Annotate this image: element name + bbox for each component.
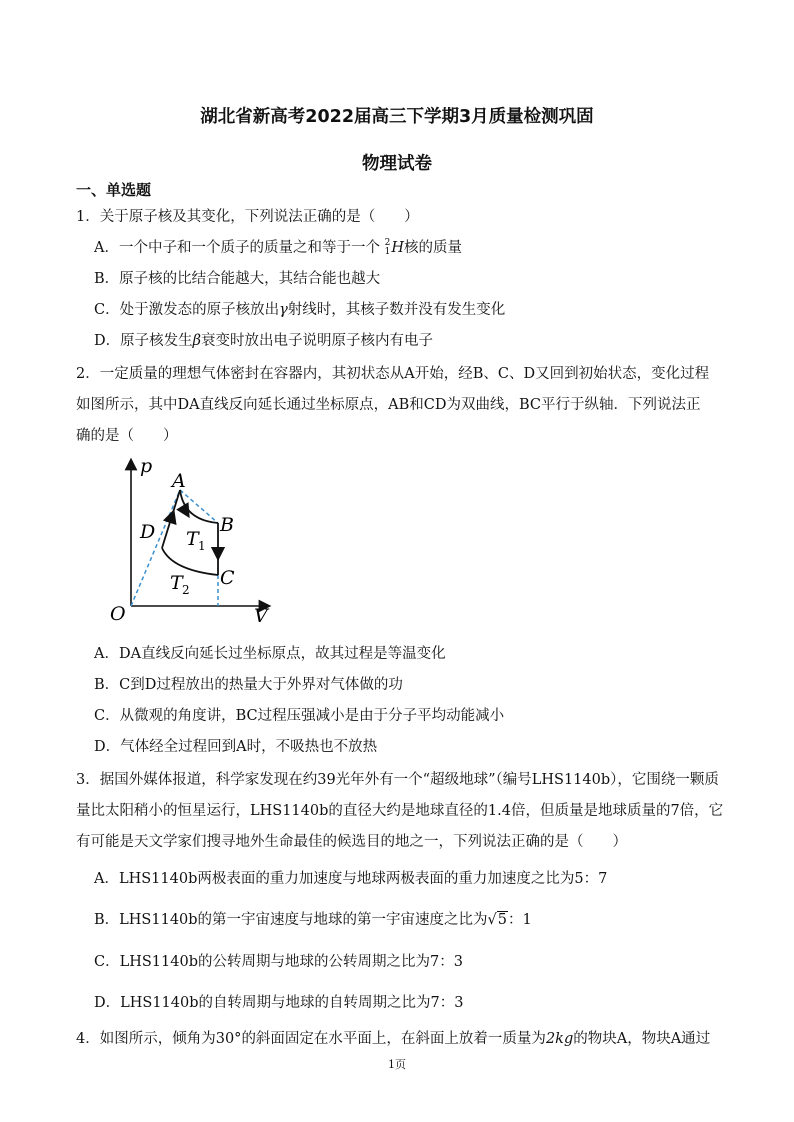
q4-text-2: 的斜面固定在水平面上，在斜面上放着一质量为 <box>241 1031 546 1047</box>
q4-text-3: 的物块A，物块A通过 <box>573 1031 711 1047</box>
point-b-label: B <box>220 514 234 536</box>
charge-number: 1 <box>384 247 391 257</box>
t2-label: T <box>170 572 183 594</box>
q2-option-d: D．气体经全过程回到A时，不吸热也不放热 <box>94 739 378 755</box>
beta-symbol: β <box>192 333 202 349</box>
page-title: 湖北省新高考2022届高三下学期3月质量检测巩固 <box>200 107 594 127</box>
q2-stem-line3: 确的是（ ） <box>76 428 178 444</box>
page-number: 1页 <box>388 1058 406 1071</box>
axis-x-label: V <box>254 605 268 625</box>
point-a-label: A <box>172 470 186 492</box>
q2-stem-line1: 2．一定质量的理想气体密封在容器内，其初状态从A开始，经B、C、D又回到初始状态，变化过程 <box>76 366 710 382</box>
t1-label: T <box>186 528 199 550</box>
q1-option-b: B．原子核的比结合能越大，其结合能也越大 <box>94 271 381 287</box>
page-subtitle: 物理试卷 <box>362 154 432 174</box>
origin-label: O <box>110 603 126 625</box>
q1-stem: 1．关于原子核及其变化，下列说法正确的是（ ） <box>76 209 419 225</box>
q3-option-c: C．LHS1140b的公转周期与地球的公转周期之比为7：3 <box>94 954 463 970</box>
q2-option-a: A．DA直线反向延长过坐标原点，故其过程是等温变化 <box>94 646 446 662</box>
q1-option-a-suffix: 核的质量 <box>403 240 462 256</box>
q3-option-b: B．LHS1140b的第一宇宙速度与地球的第一宇宙速度之比为√5：1 <box>94 912 532 928</box>
q3-option-a: A．LHS1140b两极表面的重力加速度与地球两极表面的重力加速度之比为5：7 <box>94 871 608 887</box>
point-c-label: C <box>220 567 235 589</box>
q1-option-d-suffix: 衰变时放出电子说明原子核内有电子 <box>201 333 434 349</box>
gamma-symbol: γ <box>279 302 288 318</box>
q1-option-a <box>94 238 462 258</box>
q1-option-a-text: A．一个中子和一个质子的质量之和等于一个 <box>94 240 380 256</box>
q4-text-1: 4．如图所示，倾角为 <box>76 1031 216 1047</box>
q2-option-c: C．从微观的角度讲，BC过程压强减小是由于分子平均动能减小 <box>94 708 505 724</box>
mass-value: 2kg <box>545 1031 574 1047</box>
q1-option-c-suffix: 射线时，其核子数并没有发生变化 <box>287 302 506 318</box>
q2-stem-line2: 如图所示，其中DA直线反向延长通过坐标原点，AB和CD为双曲线，BC平行于纵轴．下列说法正 <box>76 397 701 413</box>
q3-stem-line1: 3．据国外媒体报道，科学家发现在约39光年外有一个“超级地球”（编号LHS1140b），它围绕一颗质 <box>76 772 719 788</box>
pv-diagram <box>100 450 280 625</box>
q1-option-c-text: C．处于激发态的原子核放出 <box>94 302 280 318</box>
q3-option-d: D．LHS1140b的自转周期与地球的自转周期之比为7：3 <box>94 995 464 1011</box>
section-heading: 一、单选题 <box>76 181 152 199</box>
q1-option-d-text: D．原子核发生 <box>94 333 193 349</box>
q3-stem-line2: 量比太阳稍小的恒星运行，LHS1140b的直径大约是地球直径的1.4倍，但质量是地球质量的7倍，它 <box>76 803 724 819</box>
nuclide-symbol: H <box>391 240 404 256</box>
nuclide-notation <box>385 239 391 257</box>
q4-stem-line1 <box>76 1029 710 1049</box>
mass-number: 2 <box>384 238 391 248</box>
process-cd <box>162 548 218 575</box>
axis-y-label: p <box>140 455 153 477</box>
q2-option-b: B．C到D过程放出的热量大于外界对气体做的功 <box>94 677 403 693</box>
angle-value: 30° <box>215 1031 242 1047</box>
q1-option-c <box>94 300 505 320</box>
sqrt-radicand: 5 <box>497 912 508 928</box>
q3-option-b-text: B．LHS1140b的第一宇宙速度与地球的第一宇宙速度之比为 <box>94 912 488 928</box>
q1-option-d <box>94 331 433 351</box>
q3-option-b-suffix: ：1 <box>508 912 532 928</box>
process-da-arrow <box>170 516 172 522</box>
t2-subscript: 2 <box>182 583 190 597</box>
q3-stem-line3: 有可能是天文学家们搜寻地外生命最佳的候选目的地之一，下列说法正确的是（ ） <box>76 834 627 850</box>
point-d-label: D <box>140 521 156 543</box>
t1-subscript: 1 <box>198 539 206 553</box>
